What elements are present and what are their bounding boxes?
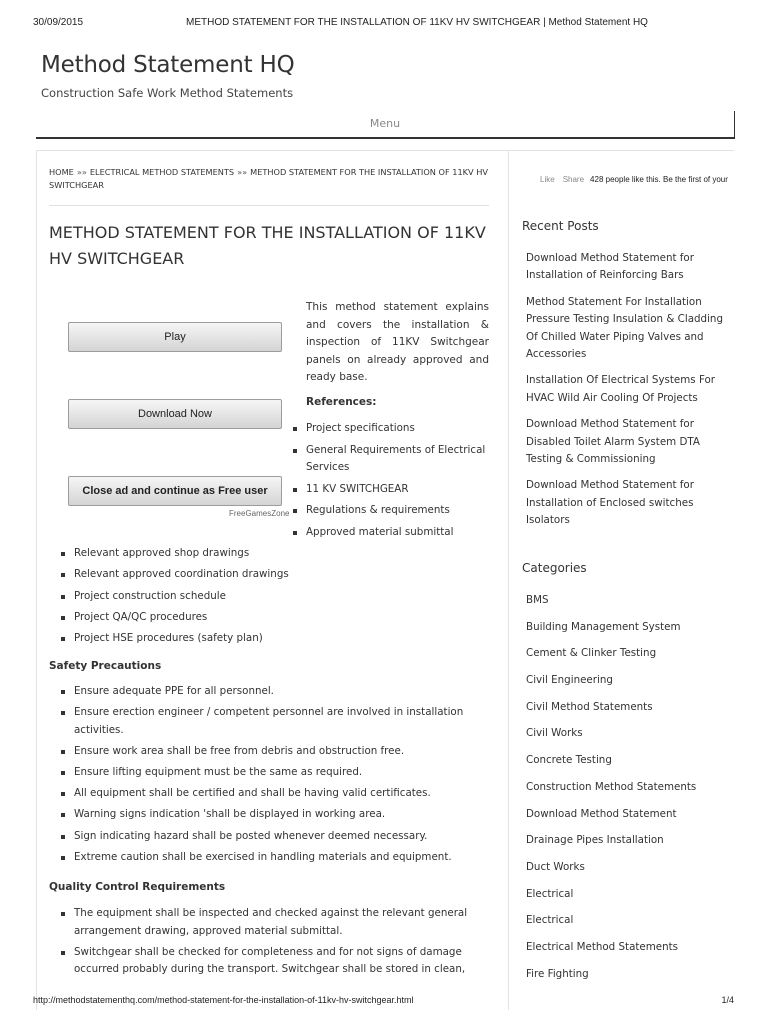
list-item: Project HSE procedures (safety plan) bbox=[60, 630, 500, 647]
documents-list bbox=[60, 545, 500, 651]
qc-list bbox=[60, 905, 490, 982]
print-page-title: METHOD STATEMENT FOR THE INSTALLATION OF 11KV HV SWITCHGEAR | Method Statement HQ bbox=[186, 17, 648, 28]
breadcrumb-divider bbox=[49, 205, 489, 206]
list-item: 11 KV SWITCHGEAR bbox=[292, 481, 497, 499]
list-item: Ensure work area shall be free from debris and obstruction free. bbox=[60, 743, 490, 761]
qc-heading: Quality Control Requirements bbox=[49, 881, 226, 893]
recent-post-link[interactable]: Download Method Statement for Installation of Reinforcing Bars bbox=[526, 252, 694, 282]
play-button[interactable]: Play bbox=[68, 322, 282, 352]
breadcrumb-home[interactable]: HOME bbox=[49, 167, 74, 177]
category-link[interactable]: Construction Method Statements bbox=[526, 780, 697, 793]
category-link[interactable]: Civil Works bbox=[526, 727, 583, 740]
recent-post-link[interactable]: Installation Of Electrical Systems For HVAC Wild Air Cooling Of Projects bbox=[526, 374, 716, 404]
list-item: Sign indicating hazard shall be posted whenever deemed necessary. bbox=[60, 828, 490, 846]
categories-heading: Categories bbox=[522, 561, 587, 575]
breadcrumb-separator: »» bbox=[76, 167, 87, 177]
recent-post-link[interactable]: Download Method Statement for Disabled Toilet Alarm System DTA Testing & Commissioning bbox=[526, 418, 700, 466]
category-link[interactable]: Building Management System bbox=[526, 620, 681, 633]
share-button[interactable]: Share bbox=[562, 175, 585, 184]
list-item: Project specifications bbox=[292, 420, 497, 438]
article-title: METHOD STATEMENT FOR THE INSTALLATION OF 11KV HV SWITCHGEAR bbox=[49, 223, 486, 268]
breadcrumb-current: METHOD STATEMENT FOR THE INSTALLATION OF 11KV HV SWITCHGEAR bbox=[49, 167, 489, 190]
category-link[interactable]: Electrical Method Statements bbox=[526, 940, 679, 953]
list-item: Regulations & requirements bbox=[292, 502, 497, 520]
menu-label[interactable]: Menu bbox=[369, 117, 401, 130]
category-link[interactable]: Duct Works bbox=[526, 860, 585, 873]
site-title[interactable]: Method Statement HQ bbox=[41, 52, 295, 78]
list-item: Relevant approved coordination drawings bbox=[60, 566, 500, 583]
category-link[interactable]: Concrete Testing bbox=[526, 754, 612, 767]
column-divider bbox=[508, 150, 509, 1010]
breadcrumb-category[interactable]: ELECTRICAL METHOD STATEMENTS bbox=[89, 167, 235, 177]
list-item: Ensure erection engineer / competent personnel are involved in installation activities. bbox=[60, 704, 490, 739]
page-number: 1/4 bbox=[721, 995, 734, 1005]
categories-list bbox=[526, 592, 726, 992]
list-item: Project QA/QC procedures bbox=[60, 609, 500, 626]
category-link[interactable]: Download Method Statement bbox=[526, 807, 677, 820]
print-header bbox=[0, 17, 768, 31]
list-item: General Requirements of Electrical Services bbox=[292, 442, 497, 477]
recent-post-link[interactable]: Download Method Statement for Installation of Enclosed switches Isolators bbox=[526, 479, 694, 527]
category-link[interactable]: BMS bbox=[526, 594, 549, 606]
list-item: Relevant approved shop drawings bbox=[60, 545, 500, 562]
recent-posts-heading: Recent Posts bbox=[522, 219, 599, 233]
ad-credit[interactable]: FreeGamesZone bbox=[229, 509, 290, 518]
menu-bar[interactable] bbox=[36, 111, 735, 139]
references-list bbox=[292, 420, 497, 545]
category-link[interactable]: Electrical bbox=[526, 914, 574, 927]
category-link[interactable]: Cement & Clinker Testing bbox=[526, 647, 657, 660]
list-item: Extreme caution shall be exercised in handling materials and equipment. bbox=[60, 849, 490, 867]
recent-post-link[interactable]: Method Statement For Installation Pressure Testing Insulation & Cladding Of Chilled Water Piping Valves and Accessories bbox=[526, 295, 723, 361]
category-link[interactable]: Civil Method Statements bbox=[526, 700, 653, 713]
category-link[interactable]: Fire Fighting bbox=[526, 967, 589, 980]
safety-heading: Safety Precautions bbox=[49, 660, 162, 672]
close-ad-button[interactable]: Close ad and continue as Free user bbox=[68, 476, 282, 506]
references-heading: References: bbox=[306, 396, 377, 408]
category-link[interactable]: Civil Engineering bbox=[526, 674, 613, 687]
breadcrumb-separator: »» bbox=[237, 167, 248, 177]
list-item: Ensure lifting equipment must be the same as required. bbox=[60, 764, 490, 782]
print-url: http://methodstatementhq.com/method-statement-for-the-installation-of-11kv-hv-switchgear.html bbox=[33, 995, 414, 1005]
print-date: 30/09/2015 bbox=[33, 17, 84, 28]
list-item: Switchgear shall be checked for completeness and for not signs of damage occurred probably during the transport. Switchgear shall be stored in clean, bbox=[60, 944, 490, 979]
site-tagline: Construction Safe Work Method Statements bbox=[41, 86, 294, 100]
list-item: The equipment shall be inspected and checked against the relevant general arrangement drawing, approved material submittal. bbox=[60, 905, 490, 940]
list-item: Ensure adequate PPE for all personnel. bbox=[60, 683, 490, 701]
like-button[interactable]: Like bbox=[540, 175, 555, 184]
like-count: 428 people like this. Be the first of your bbox=[590, 175, 728, 184]
list-item: Project construction schedule bbox=[60, 588, 500, 605]
category-link[interactable]: Drainage Pipes Installation bbox=[526, 834, 664, 847]
social-bar bbox=[540, 175, 734, 184]
recent-posts-list bbox=[526, 250, 726, 539]
list-item: All equipment shall be certified and shall be having valid certificates. bbox=[60, 785, 490, 803]
list-item: Approved material submittal bbox=[292, 524, 497, 542]
breadcrumb bbox=[49, 166, 489, 192]
category-link[interactable]: Electrical bbox=[526, 887, 574, 900]
safety-list bbox=[60, 683, 490, 870]
article-intro: This method statement explains and covers the installation & inspection of 11KV Switchgear panels on already approved and ready base. bbox=[306, 301, 489, 383]
download-now-button[interactable]: Download Now bbox=[68, 399, 282, 429]
list-item: Warning signs indication 'shall be displayed in working area. bbox=[60, 806, 490, 824]
